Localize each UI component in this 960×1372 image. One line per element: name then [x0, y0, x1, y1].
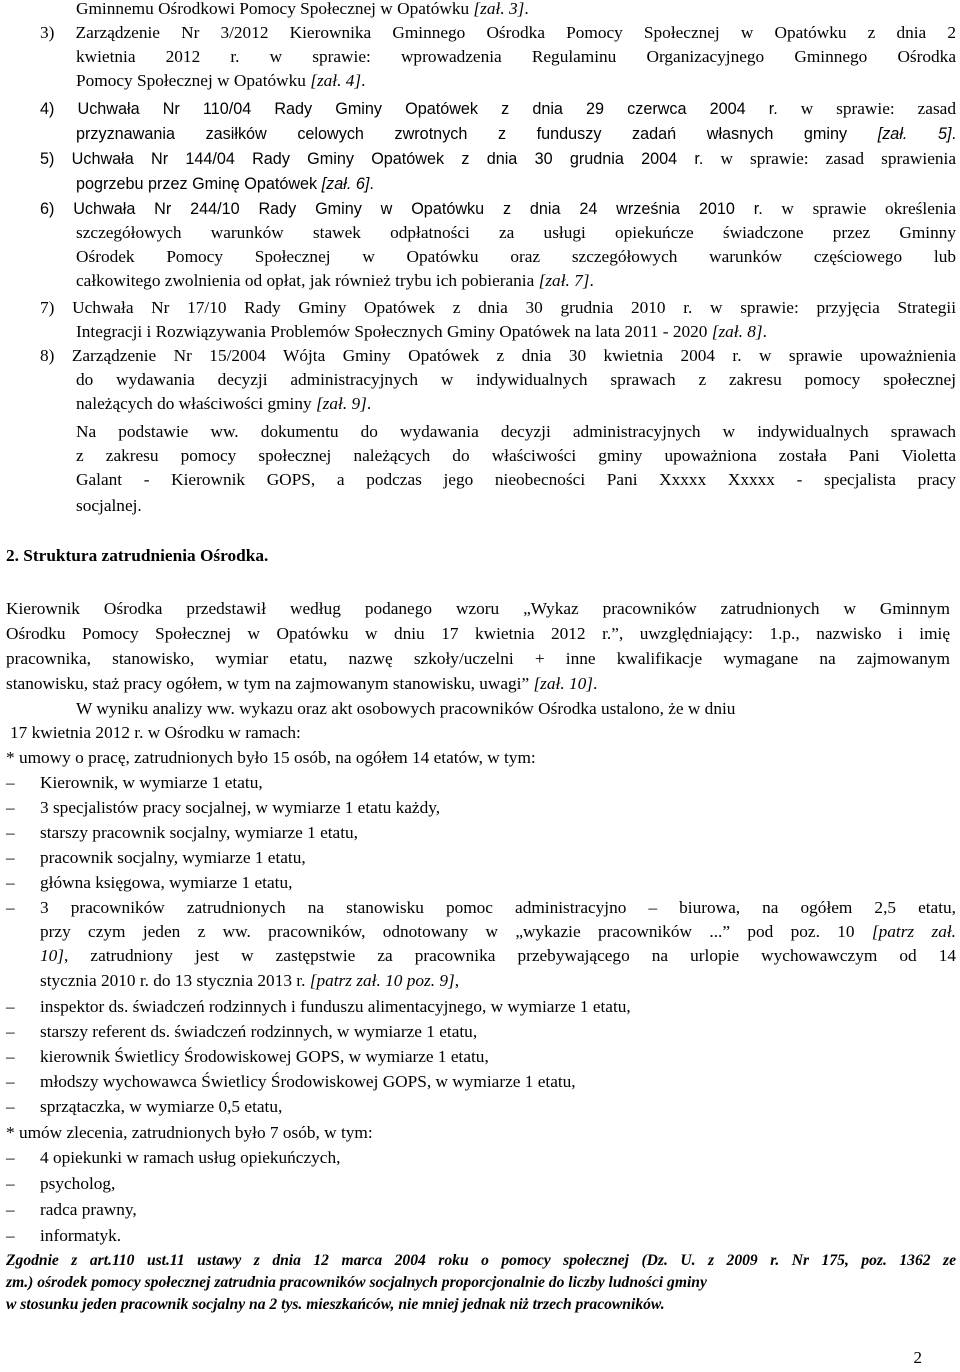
text-line: pogrzebu przez Gminę Opatówek [zał. 6]. — [76, 175, 374, 193]
text-line: Na podstawie ww. dokumentu do wydawania decyzji administracyjnych w indywidualnych sprawach — [76, 422, 956, 441]
bullet-dash: – — [6, 1072, 15, 1091]
text-line: Gminnemu Ośrodkowi Pomocy Społecznej w Opatówku [zał. 3]. — [76, 0, 529, 18]
text-line: 8) Zarządzenie Nr 15/2004 Wójta Gminy Opatówek z dnia 30 kwietnia 2004 r. w sprawie upoważnienia — [40, 346, 956, 365]
list-item: 4 opiekunki w ramach usług opiekuńczych, — [40, 1148, 341, 1167]
bullet-dash: – — [6, 773, 15, 792]
list-item: młodszy wychowawca Świetlicy Środowiskowej GOPS, w wymiarze 1 etatu, — [40, 1072, 576, 1091]
footnote-line: Zgodnie z art.110 ust.11 ustawy z dnia 12 marca 2004 roku o pomocy społecznej (Dz. U. z 2009 r. Nr 175, poz. 1362 ze — [6, 1252, 956, 1269]
text-line: 10], zatrudniony jest w zastępstwie za pracownika przebywającego na urlopie wychowawczym od 14 — [40, 946, 956, 965]
text-line: 7) Uchwała Nr 17/10 Rady Gminy Opatówek z dnia 30 grudnia 2010 r. w sprawie: przyjęcia Strategii — [40, 298, 956, 317]
bullet-dash: – — [6, 1047, 15, 1066]
text-line: całkowitego zwolnienia od opłat, jak również trybu ich pobierania [zał. 7]. — [76, 271, 594, 290]
list-item: sprzątaczka, w wymiarze 0,5 etatu, — [40, 1097, 283, 1116]
bullet-dash: – — [6, 823, 15, 842]
text-line: należących do właściwości gminy [zał. 9]. — [76, 394, 372, 413]
text-line: Galant - Kierownik GOPS, a podczas jego nieobecności Pani Xxxxx Xxxxx - specjalista pracy — [76, 470, 956, 489]
text-line: z zakresu pomocy społecznej należących do właściwości gminy upoważniona została Pani Violetta — [76, 446, 956, 465]
text-line: * umowy o pracę, zatrudnionych było 15 osób, na ogółem 14 etatów, w tym: — [6, 748, 536, 767]
list-item: starszy pracownik socjalny, wymiarze 1 etatu, — [40, 823, 358, 842]
text-line: przyznawania zasiłków celowych zwrotnych z funduszy zadań własnych gminy [zał. 5]. — [76, 125, 957, 143]
text-line: socjalnej. — [76, 496, 142, 515]
bullet-dash: – — [6, 1200, 15, 1219]
text-line: szczegółowych warunków stawek odpłatności za usługi opiekuńcze świadczone przez Gminny — [76, 223, 956, 242]
bullet-dash: – — [6, 1022, 15, 1041]
bullet-dash: – — [6, 848, 15, 867]
bullet-dash: – — [6, 1174, 15, 1193]
text-line: 4) Uchwała Nr 110/04 Rady Gminy Opatówek z dnia 29 czerwca 2004 r. w sprawie: zasad — [40, 99, 956, 118]
list-item: radca prawny, — [40, 1200, 137, 1219]
text-line: przy czym jeden z ww. pracowników, odnotowany w „wykazie pracowników ...” pod poz. 10 [patrz zał. — [40, 922, 956, 941]
text-line: * umów zlecenia, zatrudnionych było 7 osób, w tym: — [6, 1123, 373, 1142]
text-line: 3) Zarządzenie Nr 3/2012 Kierownika Gminnego Ośrodka Pomocy Społecznej w Opatówku z dnia 2 — [40, 23, 956, 42]
text-line: Ośrodku Pomocy Społecznej w Opatówku w dniu 17 kwietnia 2012 r.”, uwzględniający: 1.p., nazwisko i imię — [6, 624, 950, 643]
text-line: kwietnia 2012 r. w sprawie: wprowadzenia Regulaminu Organizacyjnego Gminnego Ośrodka — [76, 47, 956, 66]
text-line: stanowisku, staż pracy ogółem, w tym na zajmowanym stanowisku, uwagi” [zał. 10]. — [6, 674, 598, 693]
text-line: Pomocy Społecznej w Opatówku [zał. 4]. — [76, 71, 366, 90]
list-item: Kierownik, w wymiarze 1 etatu, — [40, 773, 263, 792]
list-item: 3 specjalistów pracy socjalnej, w wymiarze 1 etatu każdy, — [40, 798, 441, 817]
footnote-line: w stosunku jeden pracownik socjalny na 2 tys. mieszkańców, nie mniej jednak niż trzech pracowników. — [6, 1296, 665, 1313]
footnote-line: zm.) ośrodek pomocy społecznej zatrudnia pracowników socjalnych proporcjonalnie do liczby ludności gminy — [6, 1274, 707, 1291]
text-line: Integracji i Rozwiązywania Problemów Społecznych Gminy Opatówek na lata 2011 - 2020 [zał. 8]. — [76, 322, 767, 341]
text-line: 6) Uchwała Nr 244/10 Rady Gminy w Opatówku z dnia 24 września 2010 r. w sprawie określenia — [40, 199, 956, 218]
list-item: starszy referent ds. świadczeń rodzinnych, w wymiarze 1 etatu, — [40, 1022, 478, 1041]
list-item: 3 pracowników zatrudnionych na stanowisku pomoc administracyjno – biurowa, na ogółem 2,5 etatu, — [40, 898, 956, 917]
text-line: Kierownik Ośrodka przedstawił według podanego wzoru „Wykaz pracowników zatrudnionych w Gminnym — [6, 599, 950, 618]
list-item: psycholog, — [40, 1174, 116, 1193]
list-item: pracownik socjalny, wymiarze 1 etatu, — [40, 848, 306, 867]
page-number: 2 — [913, 1348, 922, 1367]
list-item: główna księgowa, wymiarze 1 etatu, — [40, 873, 293, 892]
text-line: 17 kwietnia 2012 r. w Ośrodku w ramach: — [10, 723, 301, 742]
bullet-dash: – — [6, 798, 15, 817]
list-item: kierownik Świetlicy Środowiskowej GOPS, w wymiarze 1 etatu, — [40, 1047, 489, 1066]
text-line: stycznia 2010 r. do 13 stycznia 2013 r. [patrz zał. 10 poz. 9], — [40, 971, 460, 990]
bullet-dash: – — [6, 898, 15, 917]
list-item: informatyk. — [40, 1226, 122, 1245]
text-line: pracownika, stanowisko, wymiar etatu, nazwę szkoły/uczelni + inne kwalifikacje wymagane na zajmowanym — [6, 649, 950, 668]
text-line: W wyniku analizy ww. wykazu oraz akt osobowych pracowników Ośrodka ustalono, że w dniu — [76, 699, 736, 718]
bullet-dash: – — [6, 1097, 15, 1116]
bullet-dash: – — [6, 997, 15, 1016]
bullet-dash: – — [6, 1226, 15, 1245]
section-heading: 2. Struktura zatrudnienia Ośrodka. — [6, 546, 269, 565]
text-line: do wydawania decyzji administracyjnych w indywidualnych sprawach z zakresu pomocy społecznej — [76, 370, 956, 389]
text-line: 5) Uchwała Nr 144/04 Rady Gminy Opatówek z dnia 30 grudnia 2004 r. w sprawie: zasad sprawienia — [40, 149, 956, 168]
list-item: inspektor ds. świadczeń rodzinnych i funduszu alimentacyjnego, w wymiarze 1 etatu, — [40, 997, 631, 1016]
bullet-dash: – — [6, 873, 15, 892]
text-line: Ośrodek Pomocy Społecznej w Opatówku oraz szczegółowych warunków częściowego lub — [76, 247, 956, 266]
bullet-dash: – — [6, 1148, 15, 1167]
